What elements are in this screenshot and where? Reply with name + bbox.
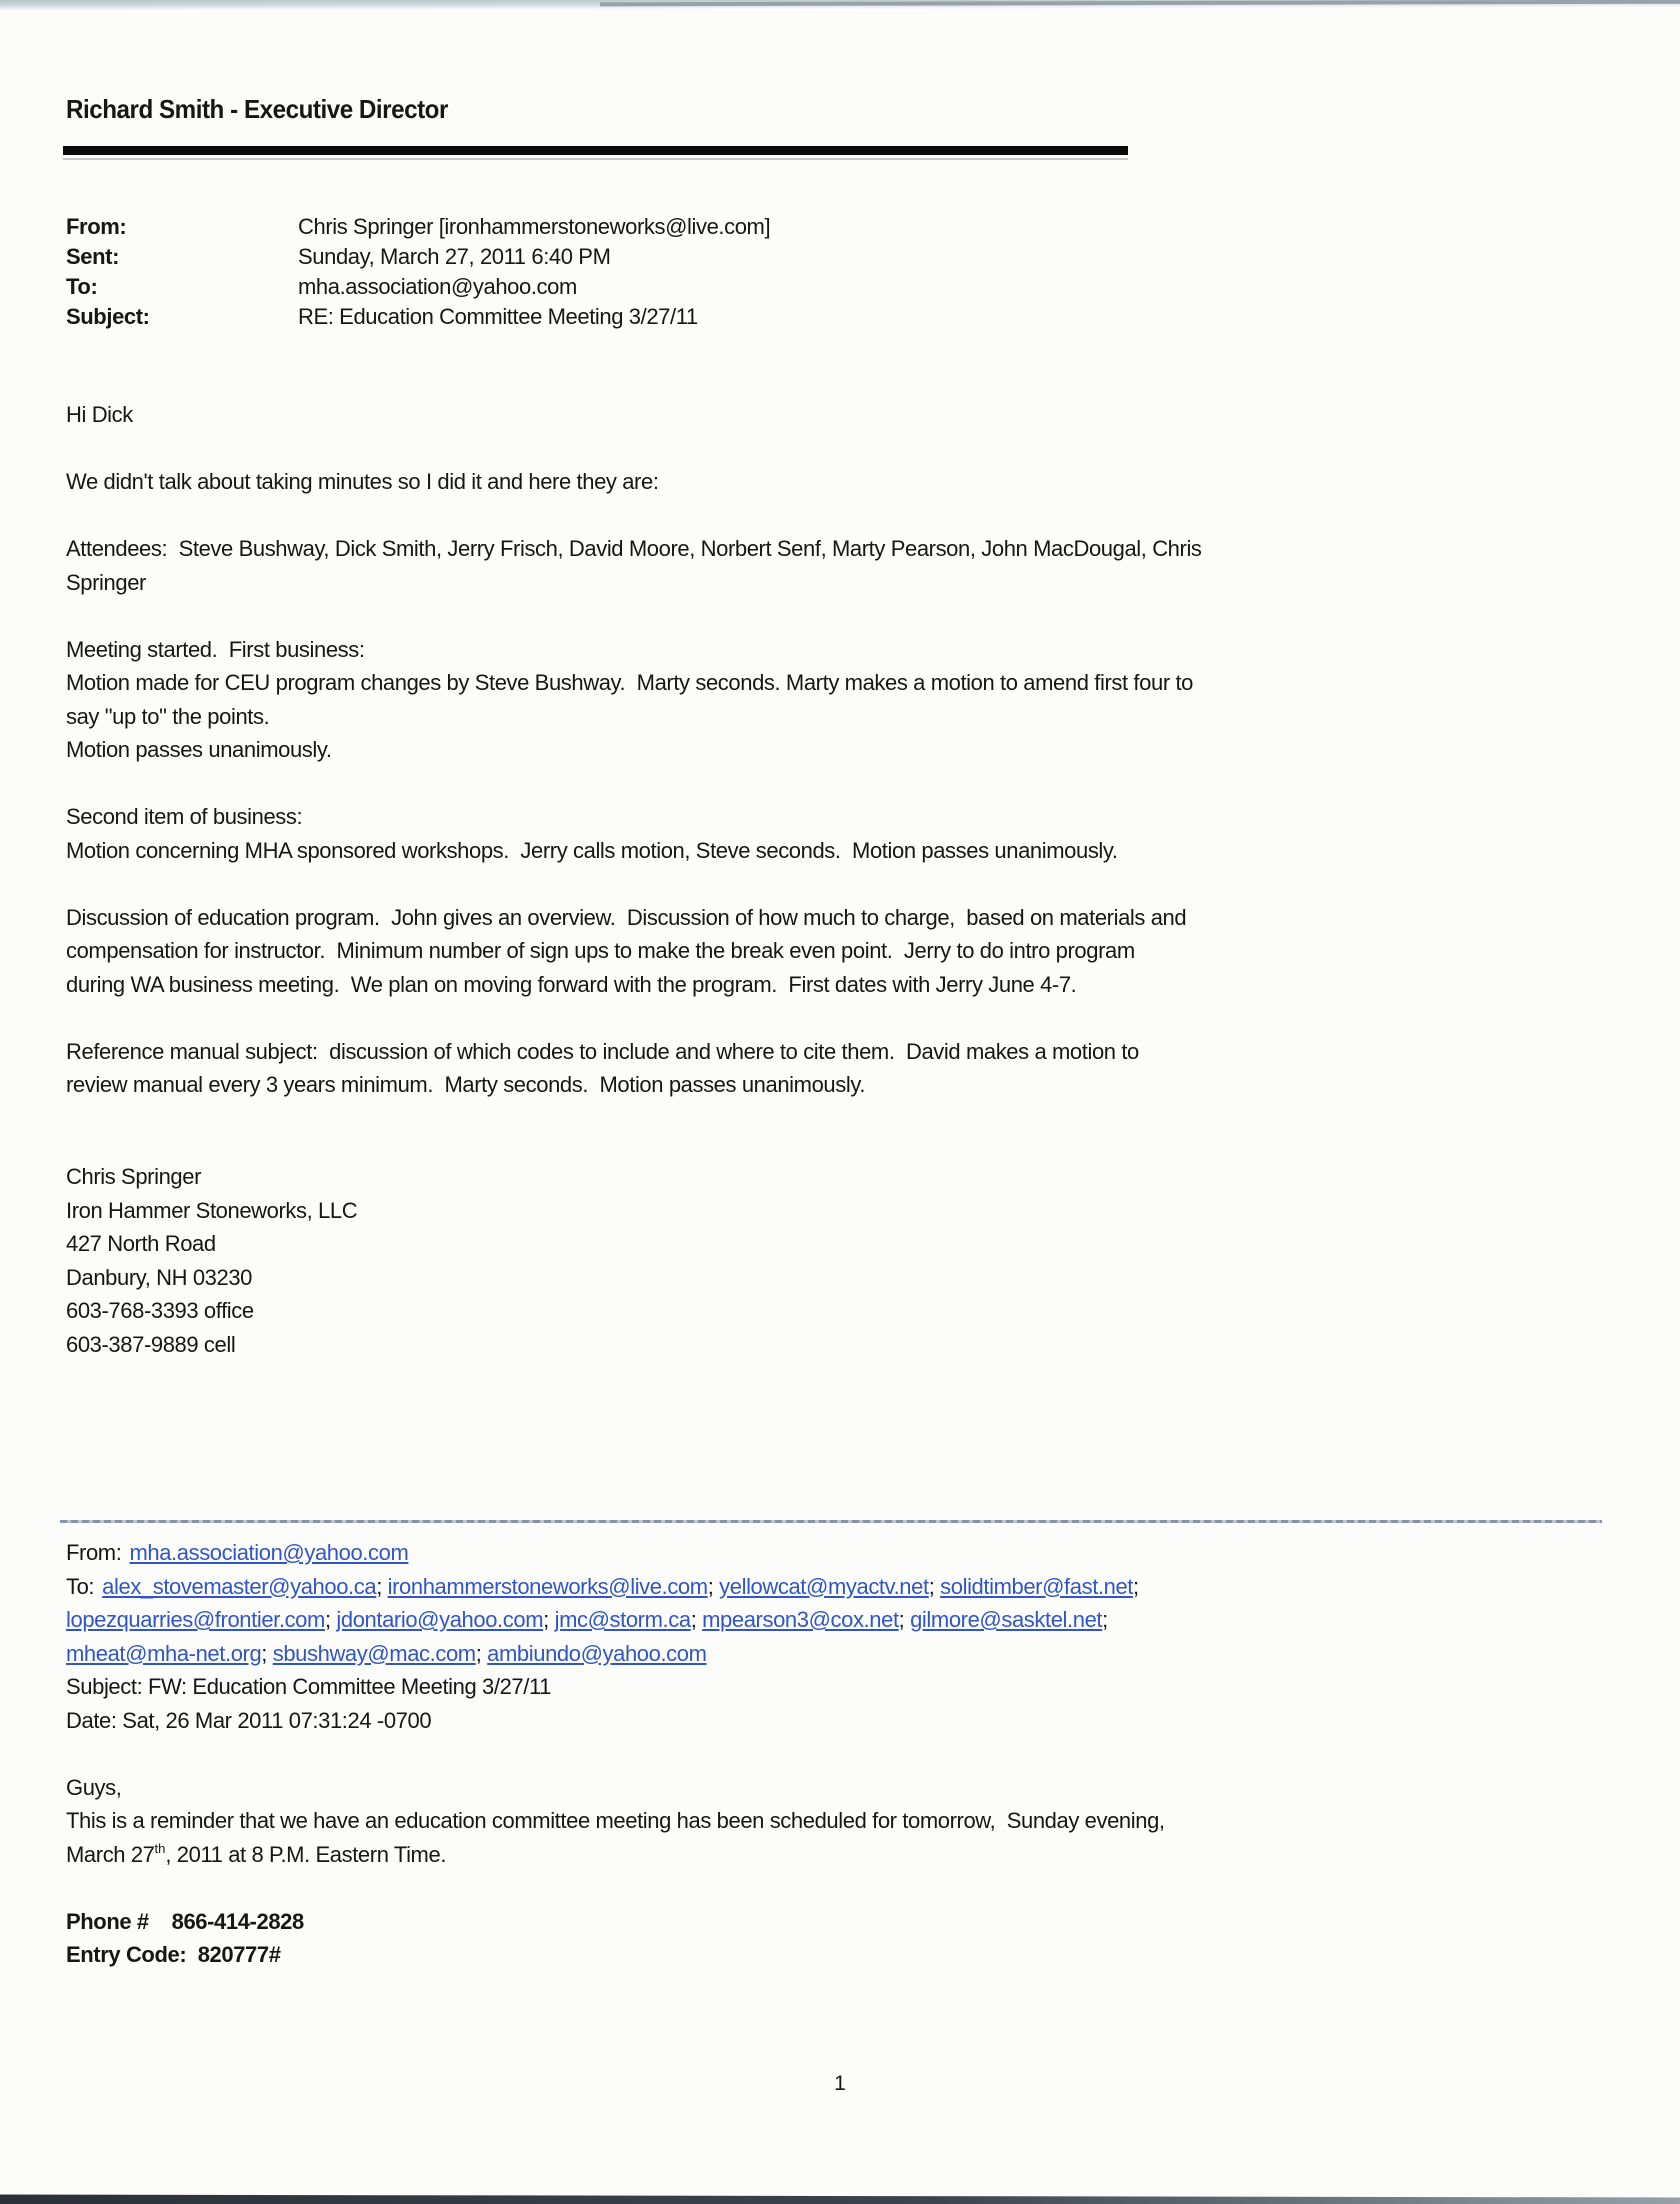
forwarded-to-line (66, 1570, 1165, 1604)
forwarded-divider-rule (60, 1520, 1602, 1523)
signature-line: 427 North Road (66, 1231, 216, 1256)
blank-line (66, 499, 1202, 533)
recipient-separator: ; (1102, 1607, 1108, 1632)
body-line: Motion concerning MHA sponsored workshops. Jerry calls motion, Steve seconds. Motion passes unanimously. (66, 837, 1118, 863)
forwarded-message-block (66, 1536, 1165, 1972)
ordinal-superscript: th (154, 1840, 166, 1856)
to-value: mha.association@yahoo.com (298, 274, 577, 299)
entry-code-line: Entry Code: 820777# (66, 1942, 281, 1967)
body-line: Motion made for CEU program changes by Steve Bushway. Marty seconds. Marty makes a motion to amend first four to (66, 670, 1193, 695)
body-line: Meeting started. First business: (66, 636, 365, 662)
subject-label: Subject: (66, 304, 150, 329)
email-link[interactable]: mheat@mha-net.org (66, 1640, 262, 1666)
page-number: 1 (834, 2072, 846, 2095)
reminder-time-text: , 2011 at 8 P.M. Eastern Time. (165, 1841, 447, 1867)
letterhead-rule (63, 146, 1128, 155)
email-link[interactable]: ironhammerstoneworks@live.com (387, 1573, 708, 1599)
body-line: Springer (66, 569, 146, 595)
body-line: We didn't talk about taking minutes so I did it and here they are: (66, 469, 659, 494)
header-row-from (66, 212, 770, 242)
forwarded-to-line (66, 1637, 1165, 1671)
forwarded-date-line: Date: Sat, 26 Mar 2011 07:31:24 -0700 (66, 1707, 432, 1733)
signature-line: Chris Springer (66, 1164, 202, 1189)
header-row-sent (66, 242, 770, 272)
recipient-separator: ; (475, 1640, 488, 1666)
signature-block (66, 1160, 357, 1361)
recipient-separator: ; (898, 1607, 911, 1632)
body-line: say "up to" the points. (66, 703, 270, 729)
email-link[interactable]: jdontario@yahoo.com (336, 1607, 544, 1632)
message-body (66, 398, 1202, 1102)
header-row-subject (66, 302, 770, 332)
reminder-line-1: This is a reminder that we have an education committee meeting has been scheduled for tomorrow, Sunday evening, (66, 1808, 1165, 1833)
body-line: Attendees: Steve Bushway, Dick Smith, Jerry Frisch, David Moore, Norbert Senf, Marty Pearson, John MacDougal, Chris (66, 536, 1202, 561)
body-line: Hi Dick (66, 402, 133, 427)
blank-line (66, 1871, 1165, 1905)
from-value: Chris Springer [ironhammerstoneworks@live.com] (298, 214, 771, 239)
email-link[interactable]: mha.association@yahoo.com (129, 1540, 409, 1565)
email-header-block (66, 212, 770, 332)
body-line: Motion passes unanimously. (66, 737, 332, 762)
body-line: Discussion of education program. John gives an overview. Discussion of how much to charge, based on materials and (66, 904, 1187, 930)
sent-value: Sunday, March 27, 2011 6:40 PM (298, 244, 611, 269)
forwarded-from-label: From: (66, 1540, 122, 1565)
recipient-separator: ; (928, 1573, 941, 1599)
email-link[interactable]: sbushway@mac.com (272, 1640, 476, 1666)
body-line: review manual every 3 years minimum. Marty seconds. Motion passes unanimously. (66, 1072, 866, 1097)
forwarded-to-label: To: (66, 1573, 95, 1599)
recipient-separator: ; (376, 1573, 388, 1599)
body-line: Reference manual subject: discussion of which codes to include and where to cite them. David makes a motion to (66, 1038, 1139, 1064)
forwarded-subject-line: Subject: FW: Education Committee Meeting 3/27/11 (66, 1674, 552, 1699)
signature-line: Danbury, NH 03230 (66, 1264, 253, 1290)
recipient-separator: ; (261, 1640, 273, 1666)
blank-line (66, 1737, 1165, 1771)
email-link[interactable]: lopezquarries@frontier.com (66, 1607, 325, 1632)
recipient-separator: ; (324, 1607, 337, 1632)
email-link[interactable]: alex_stovemaster@yahoo.ca (102, 1573, 377, 1599)
recipient-separator: ; (543, 1607, 555, 1632)
signature-line: 603-387-9889 cell (66, 1331, 236, 1357)
forwarded-to-line (66, 1603, 1165, 1637)
blank-line (66, 767, 1202, 801)
blank-line (66, 599, 1202, 633)
body-line: during WA business meeting. We plan on moving forward with the program. First dates with Jerry June 4-7. (66, 971, 1077, 997)
body-line: compensation for instructor. Minimum number of sign ups to make the break even point. Jerry to do intro program (66, 938, 1135, 963)
blank-line (66, 867, 1202, 901)
signature-line: Iron Hammer Stoneworks, LLC (66, 1197, 358, 1223)
recipient-separator: ; (690, 1607, 703, 1632)
blank-line (66, 1001, 1202, 1035)
blank-line (66, 432, 1202, 466)
signature-line: 603-768-3393 office (66, 1298, 254, 1323)
email-link[interactable]: ambiundo@yahoo.com (487, 1640, 707, 1666)
letterhead-title: Richard Smith - Executive Director (66, 94, 448, 124)
email-link[interactable]: solidtimber@fast.net (940, 1573, 1133, 1599)
forwarded-from-line (66, 1536, 1165, 1570)
scan-artifact-bottom-band (0, 2195, 1680, 2204)
from-label: From: (66, 214, 127, 239)
recipient-separator: ; (707, 1573, 720, 1599)
header-row-to (66, 272, 770, 302)
body-line: Second item of business: (66, 804, 303, 829)
letterhead-rule-echo (63, 158, 1128, 160)
reminder-date-text: March 27 (66, 1841, 155, 1867)
email-link[interactable]: mpearson3@cox.net (702, 1607, 899, 1632)
email-link[interactable]: gilmore@sasktel.net (910, 1607, 1103, 1632)
forwarded-greeting: Guys, (66, 1774, 122, 1800)
conference-phone-line: Phone # 866-414-2828 (66, 1908, 304, 1934)
email-link[interactable]: jmc@storm.ca (554, 1607, 691, 1632)
subject-value: RE: Education Committee Meeting 3/27/11 (298, 304, 698, 329)
email-link[interactable]: yellowcat@myactv.net (719, 1573, 929, 1599)
sent-label: Sent: (66, 244, 120, 269)
reminder-line-2 (66, 1838, 1165, 1872)
forwarded-to-lines (66, 1570, 1165, 1671)
to-label: To: (66, 274, 98, 299)
recipient-separator: ; (1133, 1573, 1139, 1599)
